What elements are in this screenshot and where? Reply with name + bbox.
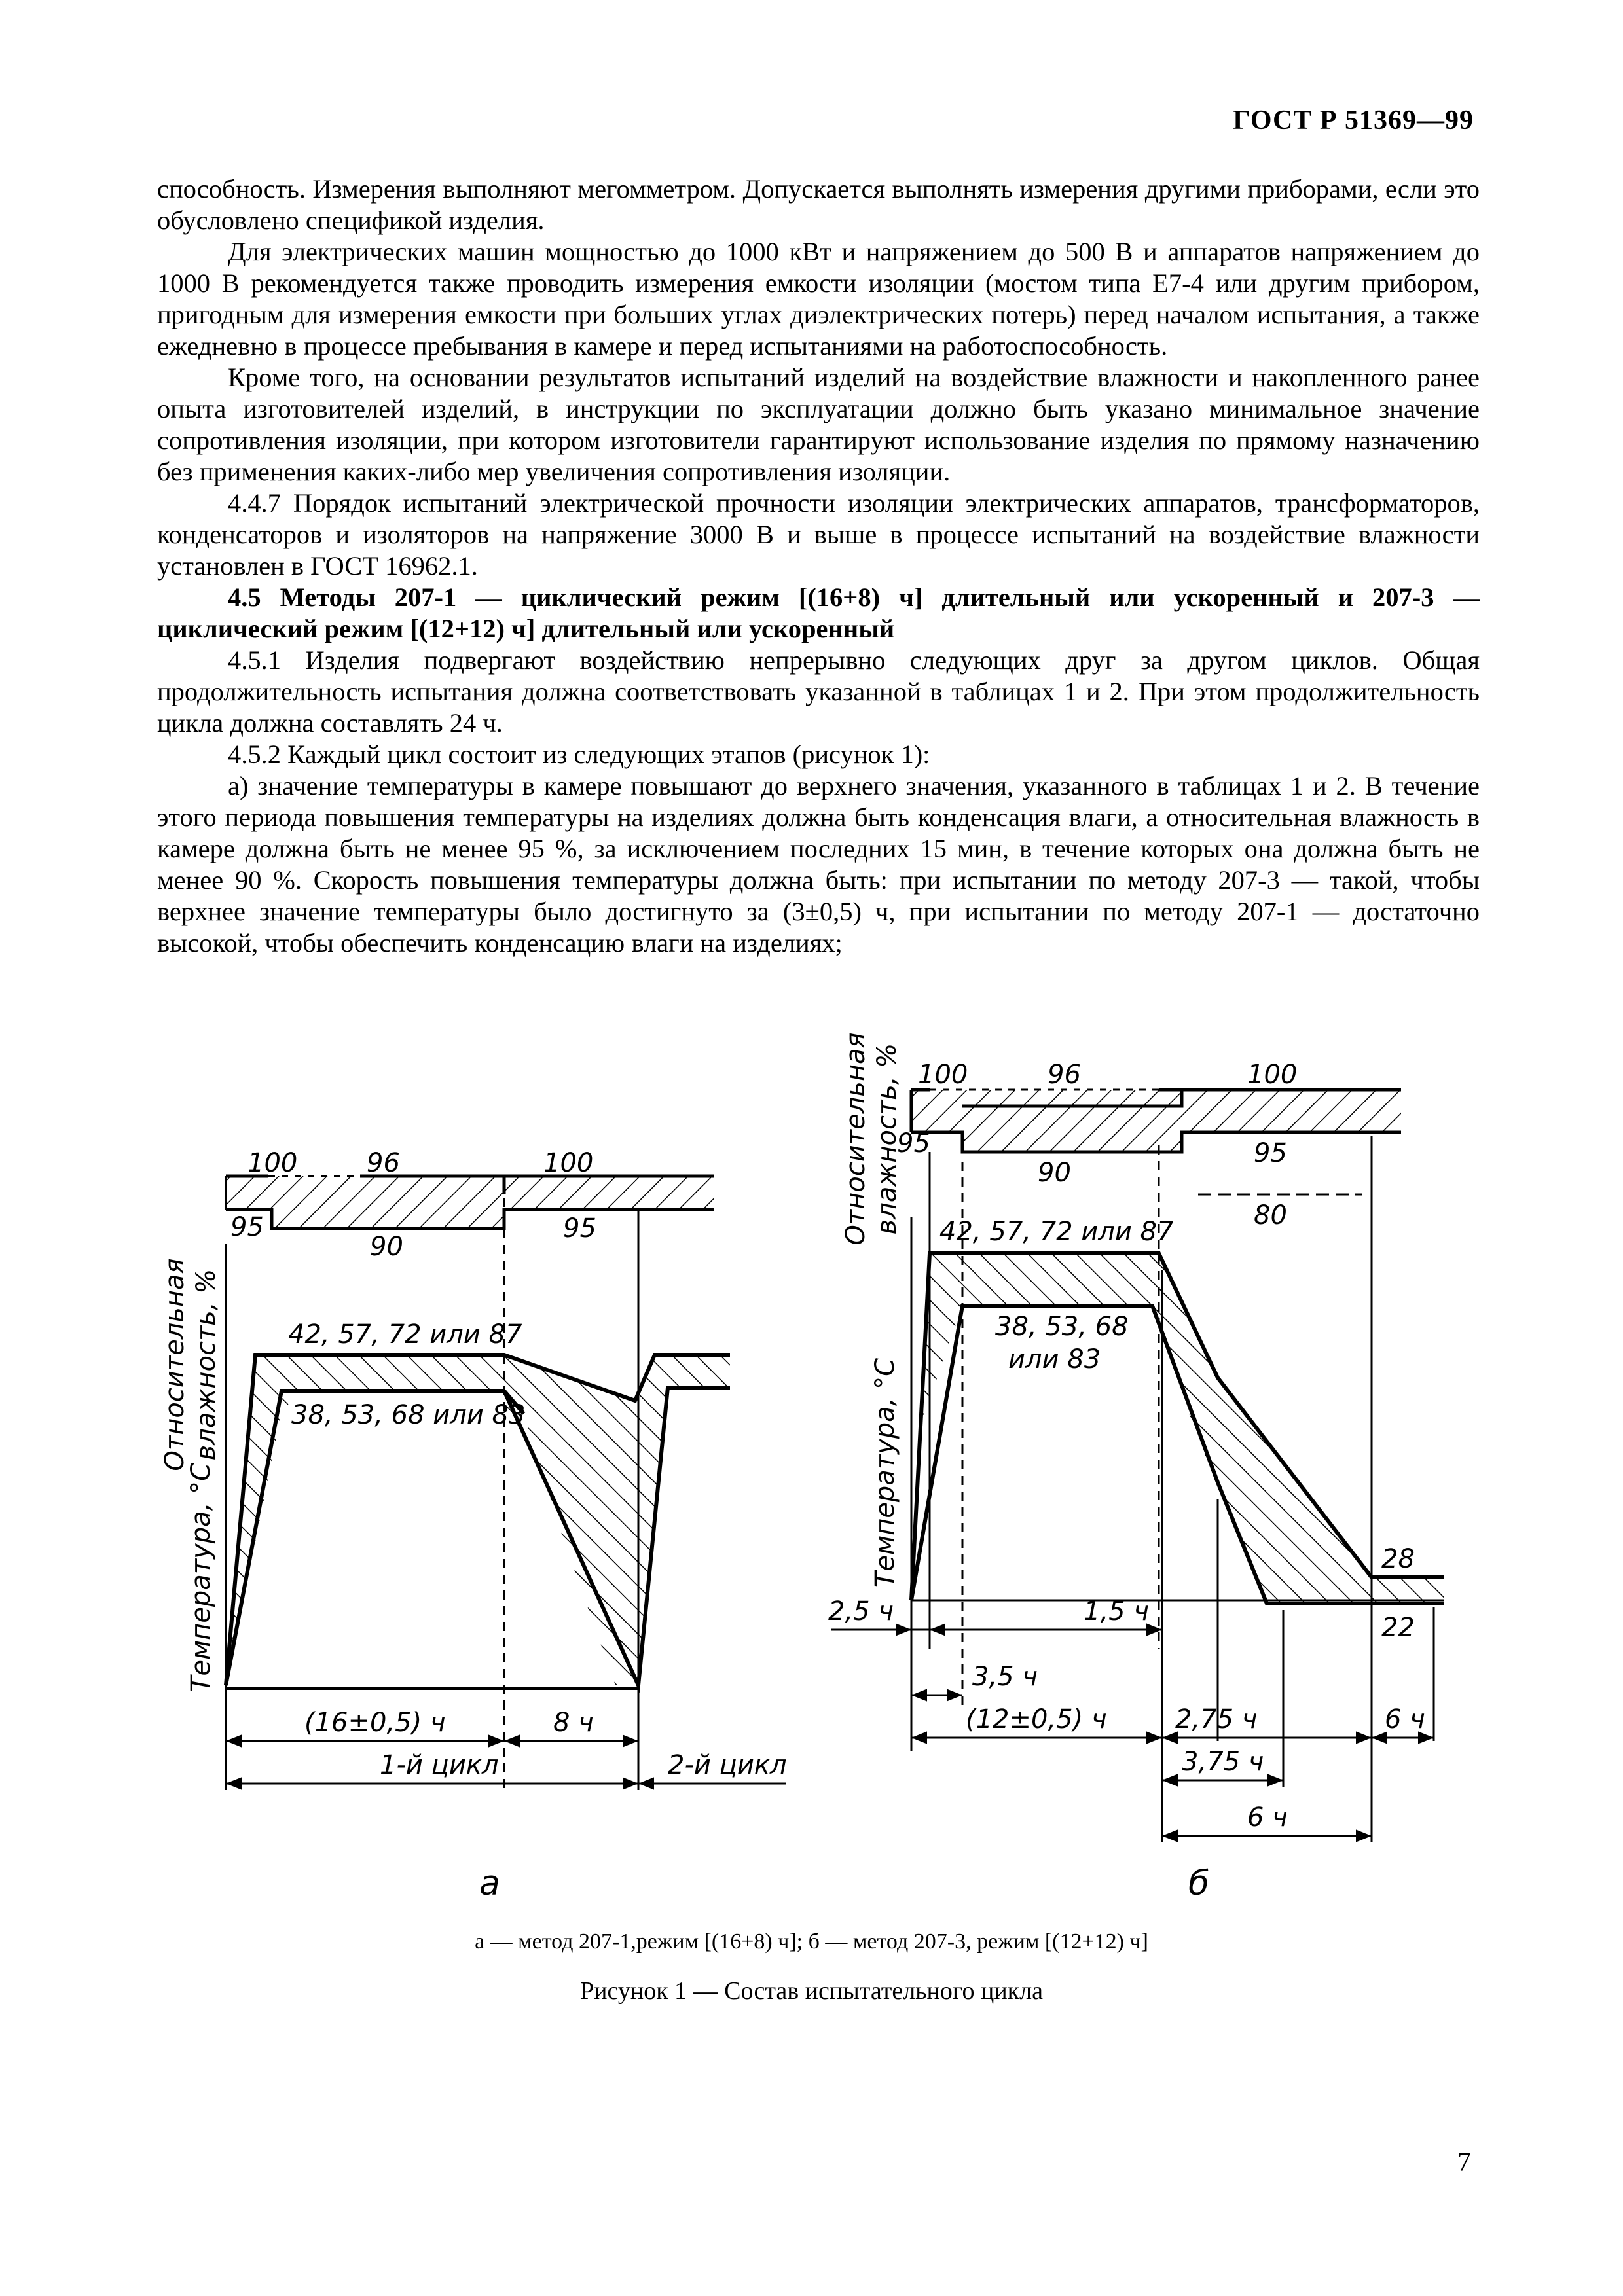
paragraph: 4.5.1 Изделия подвергают воздействию непрерывно следующих друг за другом циклов. Общая продолжительность испытания должна соответствовать указанной в таблицах 1 и 2. При этом продолжительность цикла должна составлять 24 ч.	[157, 645, 1480, 738]
a-hum-90: 90	[370, 1232, 403, 1262]
figure-svg	[0, 1021, 1623, 1937]
paragraph: 4.4.7 Порядок испытаний электрической прочности изоляции электрических аппаратов, трансформаторов, конденсаторов и изоляторов на напряжение 3000 В и выше в процессе испытаний на воздействие влажности установлен в ГОСТ 16962.1.	[157, 488, 1480, 581]
paragraph: Кроме того, на основании результатов испытаний изделий на воздействие влажности и накопленного ранее опыта изготовителей изделий, в инструкции по эксплуатации должно быть указано минимальное значение сопротивления изоляции, при котором изготовители гарантируют использование изделия по прямому назначению без применения каких-либо мер увеличения сопротивления изоляции.	[157, 363, 1480, 486]
document-header: ГОСТ Р 51369—99	[1233, 105, 1474, 135]
a-ylabel-hum-1: Относительная	[160, 1258, 190, 1471]
paragraph: 4.5.2 Каждый цикл состоит из следующих этапов (рисунок 1):	[228, 740, 930, 769]
panel-a-humidity-band	[226, 1176, 714, 1229]
b-t-6-b: 6 ч	[1247, 1803, 1288, 1833]
b-dur-main: (12±0,5) ч	[966, 1704, 1107, 1734]
b-t-3-75: 3,75 ч	[1182, 1747, 1264, 1777]
paragraph: способность. Измерения выполняют мегомметром. Допускается выполнять измерения другими приборами, если это обусловлено спецификой изделия.	[157, 174, 1480, 235]
a-dur-main: (16±0,5) ч	[304, 1708, 446, 1738]
panel-b-label: б	[1188, 1864, 1210, 1903]
a-ylabel-temp: Температура, °С	[186, 1462, 216, 1693]
b-temp-lower-1: 38, 53, 68	[995, 1312, 1129, 1342]
a-hum-96: 96	[367, 1148, 400, 1178]
b-hum-95-left: 95	[897, 1128, 930, 1158]
b-temp-lower-2: или 83	[1008, 1344, 1101, 1374]
a-temp-upper: 42, 57, 72 или 87	[288, 1319, 522, 1350]
paragraph: Для электрических машин мощностью до 1000 кВт и напряжением до 500 В и аппаратов напряжением до 1000 В рекомендуется также проводить измерения емкости изоляции (мостом типа Е7-4 или другим прибором, пригодным для измерения емкости при больших углах диэлектрических потерь) перед началом испытания, а также ежедневно в процессе пребывания в камере и перед испытаниями на работоспособность.	[157, 237, 1480, 361]
figure-1	[0, 1021, 1623, 1937]
b-hum-96: 96	[1048, 1060, 1081, 1090]
panel-a-label: а	[479, 1864, 500, 1903]
figure-title: Рисунок 1 — Состав испытательного цикла	[580, 1977, 1043, 2005]
b-temp-28: 28	[1381, 1544, 1415, 1574]
a-hum-95-right: 95	[563, 1213, 596, 1244]
body-text	[157, 173, 1480, 959]
b-temp-upper: 42, 57, 72 или 87	[939, 1217, 1174, 1247]
b-ylabel-hum-1: Относительная	[841, 1032, 871, 1246]
figure-legend: а — метод 207-1,режим [(16+8) ч]; б — метод 207-3, режим [(12+12) ч]	[475, 1929, 1148, 1954]
a-temp-lower: 38, 53, 68 или 83	[291, 1400, 526, 1430]
b-hum-90: 90	[1038, 1158, 1071, 1188]
b-t-6-a: 6 ч	[1385, 1704, 1425, 1734]
a-hum-95-left: 95	[230, 1212, 264, 1242]
page-number: 7	[1457, 2147, 1471, 2178]
section-heading: 4.5 Методы 207-1 — циклический режим [(16+8) ч] длительный или ускоренный и 207-3 — циклический режим [(12+12) ч] длительный или ускоренный	[157, 583, 1480, 643]
b-hum-80: 80	[1254, 1200, 1287, 1230]
b-t-2-75: 2,75 ч	[1175, 1704, 1258, 1734]
a-hum-100-right: 100	[543, 1148, 594, 1178]
panel-a	[160, 1148, 787, 1903]
a-cycle-1: 1-й цикл	[380, 1750, 499, 1780]
a-dur-8: 8 ч	[553, 1708, 594, 1738]
a-hum-100-left: 100	[247, 1148, 298, 1178]
paragraph: а) значение температуры в камере повышают до верхнего значения, указанного в таблицах 1 и 2. В течение этого периода повышения температуры на изделиях должна быть конденсация влаги, а относительная влажность в камере должна быть не менее 95 %, за исключением последних 15 мин, в течение которых она должна быть не менее 90 %. Скорость повышения температуры должна быть: при испытании по методу 207-3 — такой, чтобы верхнее значение температуры было достигнуто за (3±0,5) ч, при испытании по методу 207-1 — достаточно высокой, чтобы обеспечить конденсацию влаги на изделиях;	[157, 771, 1480, 958]
b-ylabel-hum-2: влажность, %	[872, 1043, 902, 1235]
panel-b-temperature-band	[911, 1253, 1444, 1604]
panel-b-humidity-band	[911, 1090, 1401, 1194]
b-temp-22: 22	[1381, 1613, 1415, 1643]
b-t-2-5: 2,5 ч	[828, 1596, 894, 1626]
b-hum-100-right: 100	[1247, 1060, 1298, 1090]
b-t-1-5: 1,5 ч	[1084, 1596, 1149, 1626]
a-ylabel-hum-2: влажность, %	[191, 1268, 221, 1461]
b-t-3-5: 3,5 ч	[972, 1662, 1038, 1692]
a-cycle-2: 2-й цикл	[668, 1750, 787, 1780]
b-hum-100-left: 100	[918, 1060, 968, 1090]
b-hum-95-right: 95	[1254, 1138, 1287, 1168]
panel-b	[828, 1032, 1444, 1903]
b-ylabel-temp: Температура, °С	[870, 1357, 900, 1588]
